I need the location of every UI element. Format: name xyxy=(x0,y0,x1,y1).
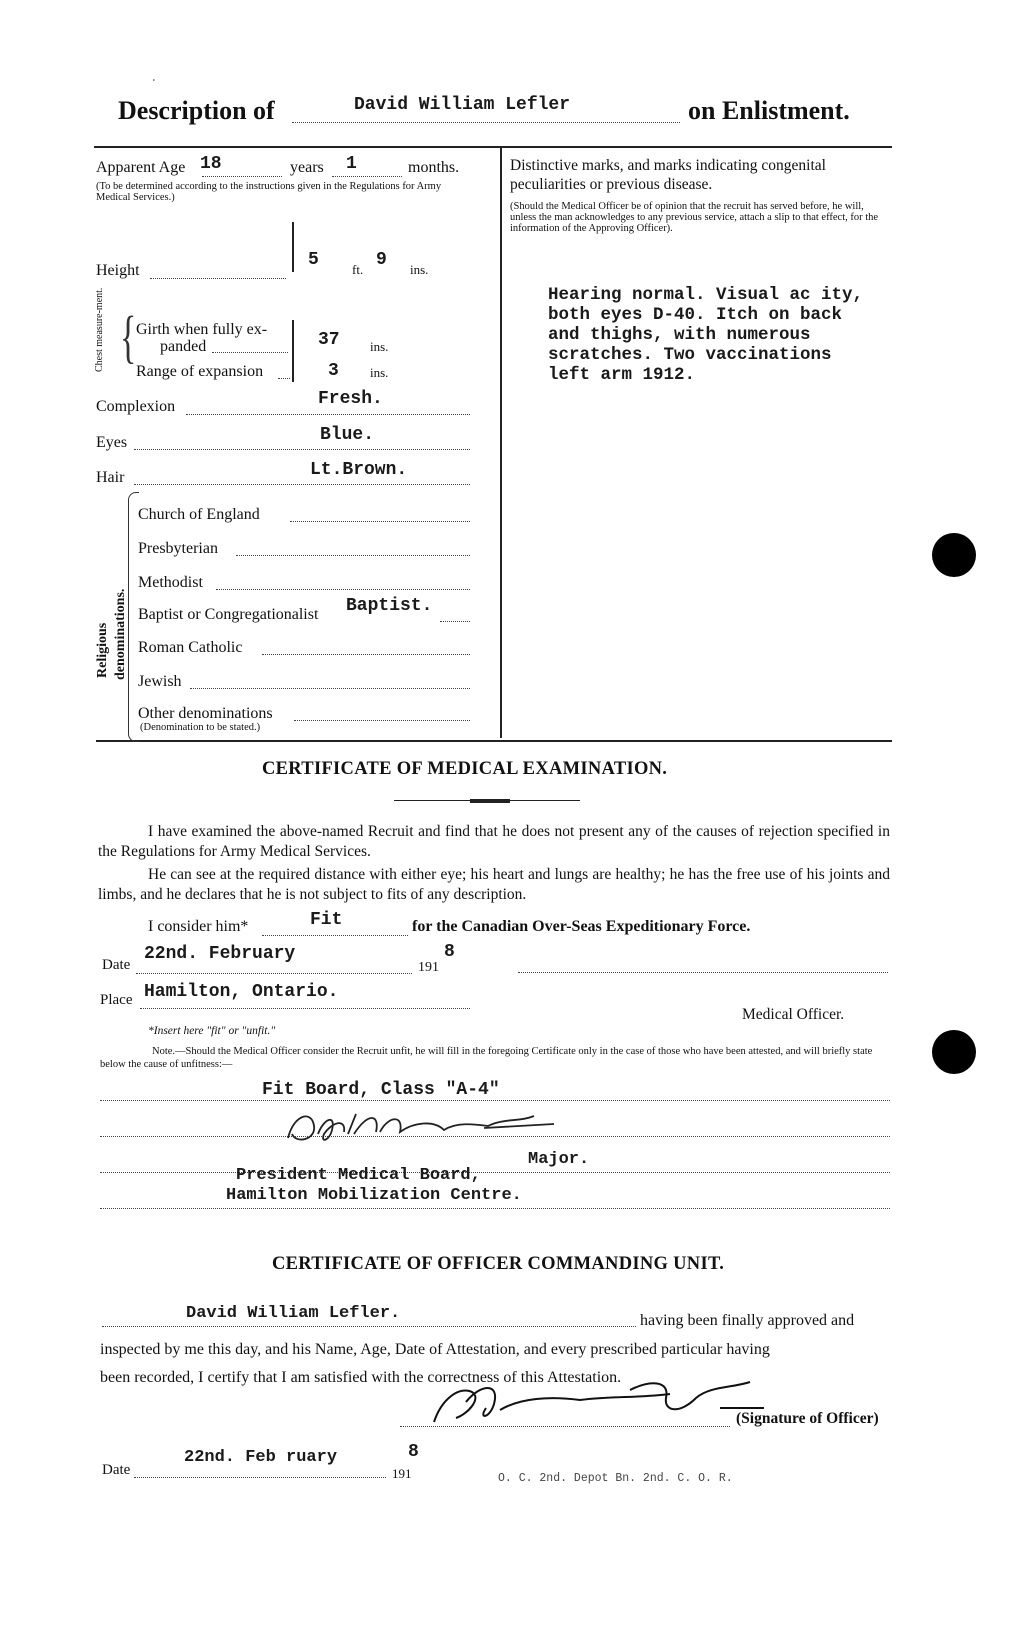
hair-value: Lt.Brown. xyxy=(310,460,408,480)
board-dots-3 xyxy=(100,1172,890,1173)
religion-side-label-1: Religious xyxy=(95,622,110,678)
section-rule xyxy=(96,740,892,742)
medical-year-digit: 8 xyxy=(444,942,455,962)
commanding-year-prefix: 191 xyxy=(392,1466,412,1481)
medical-note: Note.—Should the Medical Officer consider the Recruit unfit, he will fill in the foregoing Certificate only in the case of those who have been attested, and will briefly state below the cause of unfitness:— xyxy=(100,1046,873,1070)
signature-label: (Signature of Officer) xyxy=(736,1410,879,1427)
religion-side-label-2: denominations. xyxy=(113,588,128,680)
medical-title-rule-center xyxy=(470,799,510,803)
medical-board-signature xyxy=(284,1104,560,1150)
chest-tick xyxy=(292,320,294,382)
medical-para-2: He can see at the required distance with either eye; his heart and lungs are healthy; he has the free use of his joints and limbs, and he declares that he is not subject to fits of any description. xyxy=(98,866,890,903)
range-label: Range of expansion xyxy=(136,363,264,380)
eyes-value: Blue. xyxy=(320,425,375,445)
board-major: Major. xyxy=(528,1150,590,1169)
marks-line-5: left arm 1912. xyxy=(548,365,696,385)
age-years-dots xyxy=(202,176,282,177)
board-centre: Hamilton Mobilization Centre. xyxy=(226,1186,522,1205)
consider-dots xyxy=(262,935,408,936)
age-label: Apparent Age xyxy=(96,159,186,176)
height-ft-label: ft. xyxy=(352,262,364,277)
chest-brace: { xyxy=(120,306,137,370)
commanding-date-value: 22nd. Feb ruary xyxy=(184,1448,338,1467)
punch-hole-bottom xyxy=(932,1030,976,1074)
header-suffix: on Enlistment. xyxy=(688,96,850,125)
chest-side-label: Chest measure-ment. xyxy=(94,287,105,372)
eyes-label: Eyes xyxy=(96,434,128,451)
baptist-value: Baptist. xyxy=(346,596,433,616)
age-months-dots xyxy=(332,176,402,177)
jewish-dots xyxy=(190,688,470,689)
height-inches: 9 xyxy=(376,250,387,270)
height-label: Height xyxy=(96,262,140,279)
name-dots xyxy=(292,122,680,123)
commanding-approved: having been finally approved and xyxy=(640,1312,855,1329)
complexion-label: Complexion xyxy=(96,398,176,415)
height-ins-label: ins. xyxy=(410,262,429,277)
roman-catholic-label: Roman Catholic xyxy=(138,639,243,656)
height-dots xyxy=(150,278,286,279)
other-denominations-dots xyxy=(294,720,470,721)
board-president: President Medical Board, xyxy=(236,1166,481,1185)
presbyterian-label: Presbyterian xyxy=(138,540,218,557)
complexion-value: Fresh. xyxy=(318,389,383,409)
board-dots-4 xyxy=(100,1208,890,1209)
board-line: Fit Board, Class "A-4" xyxy=(262,1080,500,1100)
age-years-label: years xyxy=(290,159,324,176)
height-tick xyxy=(292,222,294,272)
other-denominations-label: Other denominations xyxy=(138,705,273,722)
place-label: Place xyxy=(100,992,133,1008)
age-months-label: months. xyxy=(408,159,460,176)
board-dots-1 xyxy=(100,1100,890,1101)
baptist-label: Baptist or Congregationalist xyxy=(138,606,319,623)
recruit-name: David William Lefler xyxy=(354,95,571,115)
baptist-dots xyxy=(440,621,470,622)
officer-signature xyxy=(420,1368,780,1440)
margin-mark: ٠ xyxy=(150,73,158,88)
signature-dots xyxy=(400,1426,730,1427)
commanding-name-dots xyxy=(102,1326,636,1327)
chest-girth: 37 xyxy=(318,330,340,350)
place-dots xyxy=(140,1008,470,1009)
range-ins-label: ins. xyxy=(370,365,389,380)
hair-label: Hair xyxy=(96,469,125,486)
consider-prefix: I consider him* xyxy=(148,918,249,935)
commanding-name: David William Lefler. xyxy=(186,1304,401,1323)
hair-dots xyxy=(134,484,470,485)
commanding-date-dots xyxy=(134,1477,386,1478)
insert-note: *Insert here "fit" or "unfit." xyxy=(148,1025,276,1037)
place-value: Hamilton, Ontario. xyxy=(144,982,339,1002)
methodist-dots xyxy=(216,589,470,590)
marks-heading: Distinctive marks, and marks indicating congenital peculiarities or previous disease. xyxy=(510,157,826,193)
punch-hole-top xyxy=(932,533,976,577)
column-divider xyxy=(500,148,502,738)
age-note: (To be determined according to the instructions given in the Regulations for Army Medical Services.) xyxy=(96,181,442,203)
medical-signature-dots xyxy=(518,972,888,973)
consider-value: Fit xyxy=(310,910,343,930)
age-years: 18 xyxy=(200,154,222,174)
marks-line-3: and thighs, with numerous xyxy=(548,325,811,345)
marks-line-1: Hearing normal. Visual ac ity, xyxy=(548,285,864,305)
medical-year-prefix: 191 xyxy=(418,960,439,975)
girth-dots xyxy=(212,352,288,353)
commanding-date-label: Date xyxy=(102,1462,131,1478)
medical-date-dots xyxy=(136,973,412,974)
presbyterian-dots xyxy=(236,555,470,556)
eyes-dots xyxy=(134,449,470,450)
age-months: 1 xyxy=(346,154,357,174)
marks-note: (Should the Medical Officer be of opinion that the recruit has served before, he will, unless the man acknowledges to any previous service, attach a slip to that effect, for the information of the Approving Officer). xyxy=(510,201,879,234)
commanding-title: CERTIFICATE OF OFFICER COMMANDING UNIT. xyxy=(272,1254,725,1274)
medical-para-1: I have examined the above-named Recruit and find that he does not present any of the causes of rejection specified in the Regulations for Army Medical Services. xyxy=(98,823,890,860)
commanding-para-3: been recorded, I certify that I am satisfied with the correctness of this Attestation. xyxy=(100,1369,622,1386)
church-of-england-dots xyxy=(290,521,470,522)
girth-ins-label: ins. xyxy=(370,339,389,354)
complexion-dots xyxy=(186,414,470,415)
height-feet: 5 xyxy=(308,250,319,270)
roman-catholic-dots xyxy=(262,654,470,655)
medical-date-value: 22nd. February xyxy=(144,944,296,964)
medical-date-label: Date xyxy=(102,957,131,973)
marks-line-4: scratches. Two vaccinations xyxy=(548,345,832,365)
marks-line-2: both eyes D-40. Itch on back xyxy=(548,305,843,325)
commanding-year-digit: 8 xyxy=(408,1442,419,1462)
jewish-label: Jewish xyxy=(138,673,182,690)
girth-label-1: Girth when fully ex- xyxy=(136,321,268,338)
other-denominations-note: (Denomination to be stated.) xyxy=(140,722,261,733)
methodist-label: Methodist xyxy=(138,574,203,591)
range-dots xyxy=(278,378,290,379)
medical-title: CERTIFICATE OF MEDICAL EXAMINATION. xyxy=(262,759,668,779)
consider-suffix: for the Canadian Over-Seas Expeditionary Force. xyxy=(412,918,751,935)
commanding-unit: O. C. 2nd. Depot Bn. 2nd. C. O. R. xyxy=(498,1472,733,1485)
girth-label-2: panded xyxy=(160,338,207,355)
medical-officer-label: Medical Officer. xyxy=(742,1006,845,1023)
church-of-england-label: Church of England xyxy=(138,506,260,523)
header-prefix: Description of xyxy=(118,96,275,125)
commanding-para-2: inspected by me this day, and his Name, Age, Date of Attestation, and every prescribed particular having xyxy=(100,1341,770,1358)
chest-range: 3 xyxy=(328,361,339,381)
top-rule xyxy=(94,146,892,148)
